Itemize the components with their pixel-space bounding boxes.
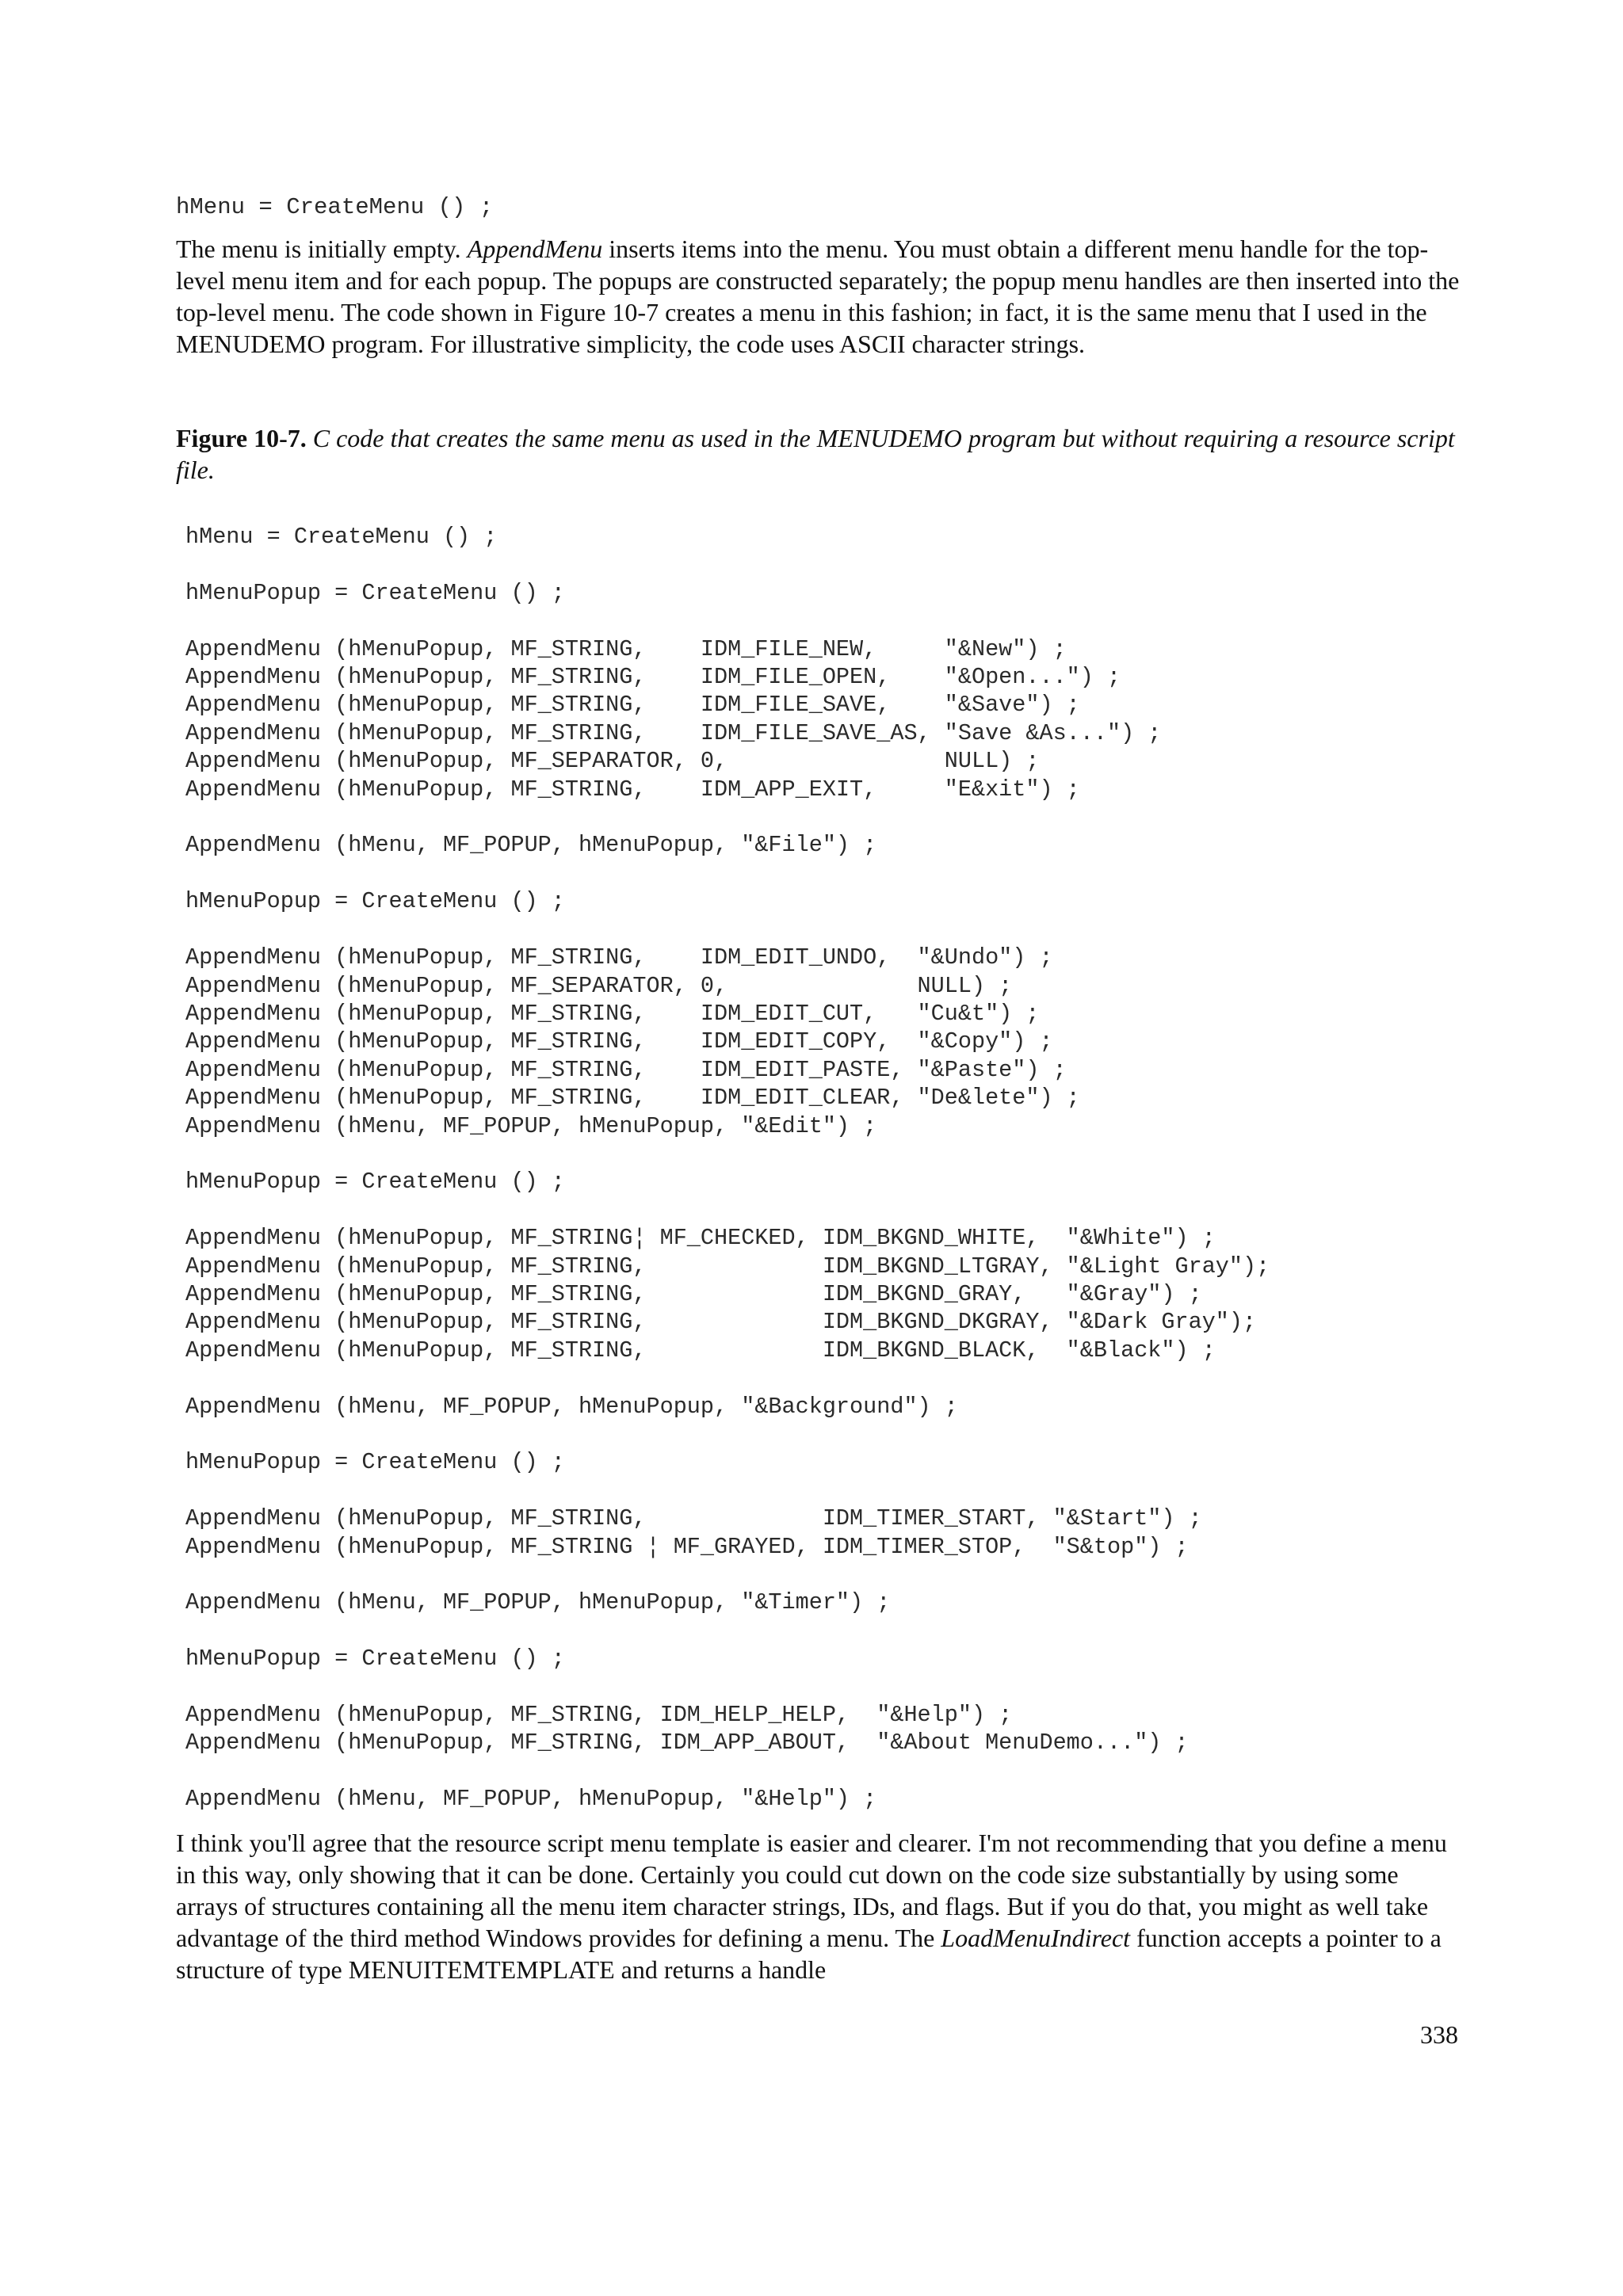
closing-paragraph (176, 1827, 1460, 1985)
figure-code-listing: hMenu = CreateMenu () ; hMenuPopup = CreateMenu () ; AppendMenu (hMenuPopup, MF_STRING, IDM_FILE_NEW, "&New") ; AppendMenu (hMenuPopup, MF_STRING, IDM_FILE_OPEN, "&Open...") ; AppendMenu (hMenuPopup, MF_STRING, IDM_FILE_SAVE, "&Save") ; AppendMenu (hMenuPopup, MF_STRING, IDM_FILE_SAVE_AS, "Save &As...") ; AppendMenu (hMenuPopup, MF_SEPARATOR, 0, NULL) ; AppendMenu (hMenuPopup, MF_STRING, IDM_APP_EXIT, "E&xit") ; AppendMenu (hMenu, MF_POPUP, hMenuPopup, "&File") ; hMenuPopup = CreateMenu () ; AppendMenu (hMenuPopup, MF_STRING, IDM_EDIT_UNDO, "&Undo") ; AppendMenu (hMenuPopup, MF_SEPARATOR, 0, NULL) ; AppendMenu (hMenuPopup, MF_STRING, IDM_EDIT_CUT, "Cu&t") ; AppendMenu (hMenuPopup, MF_STRING, IDM_EDIT_COPY, "&Copy") ; AppendMenu (hMenuPopup, MF_STRING, IDM_EDIT_PASTE, "&Paste") ; AppendMenu (hMenuPopup, MF_STRING, IDM_EDIT_CLEAR, "De&lete") ; AppendMenu (hMenu, MF_POPUP, hMenuPopup, "&Edit") ; hMenuPopup = CreateMenu () ; AppendMenu (hMenuPopup, MF_STRING¦ MF_CHECKED, IDM_BKGND_WHITE, "&White") ; AppendMenu (hMenuPopup, MF_STRING, IDM_BKGND_LTGRAY, "&Light Gray"); AppendMenu (hMenuPopup, MF_STRING, IDM_BKGND_GRAY, "&Gray") ; AppendMenu (hMenuPopup, MF_STRING, IDM_BKGND_DKGRAY, "&Dark Gray"); AppendMenu (hMenuPopup, MF_STRING, IDM_BKGND_BLACK, "&Black") ; AppendMenu (hMenu, MF_POPUP, hMenuPopup, "&Background") ; hMenuPopup = CreateMenu () ; AppendMenu (hMenuPopup, MF_STRING, IDM_TIMER_START, "&Start") ; AppendMenu (hMenuPopup, MF_STRING ¦ MF_GRAYED, IDM_TIMER_STOP, "S&top") ; AppendMenu (hMenu, MF_POPUP, hMenuPopup, "&Timer") ; hMenuPopup = CreateMenu () ; AppendMenu (hMenuPopup, MF_STRING, IDM_HELP_HELP, "&Help") ; AppendMenu (hMenuPopup, MF_STRING, IDM_APP_ABOUT, "&About MenuDemo...") ; AppendMenu (hMenu, MF_POPUP, hMenuPopup, "&Help") ; (185, 524, 1270, 1813)
figure-label: Figure 10-7. (176, 424, 307, 452)
intro-text-start: The menu is initially empty. (176, 235, 468, 263)
closing-text-end: function accepts a pointer to a structure of type MENUITEMTEMPLATE and returns a handle (176, 1924, 1442, 1984)
create-menu-code-line: hMenu = CreateMenu () ; (176, 194, 494, 220)
appendmenu-term: AppendMenu (467, 235, 603, 263)
closing-text-start: I think you'll agree that the resource script menu template is easier and clearer. I'm not recommending that you define a menu in this way, only showing that it can be done. Certainly you could cut down on the code size substantially by using some arrays of structures containing all the menu item character strings, IDs, and flags. But if you do that, you might as well take advantage of the third method Windows provides for defining a menu. The (176, 1829, 1447, 1952)
figure-caption-text: C code that creates the same menu as used in the MENUDEMO program but without requiring a resource script file. (176, 424, 1455, 484)
figure-caption (176, 422, 1460, 486)
loadmenuindirect-term: LoadMenuIndirect (941, 1924, 1131, 1952)
page-number: 338 (1420, 2020, 1458, 2049)
intro-text-end: inserts items into the menu. You must obtain a different menu handle for the top-level menu item and for each popup. The popups are constructed separately; the popup menu handles are then inserted into the top-level menu. The code shown in Figure 10-7 creates a menu in this fashion; in fact, it is the same menu that I used in the MENUDEMO program. For illustrative simplicity, the code uses ASCII character strings. (176, 235, 1460, 358)
intro-paragraph (176, 233, 1460, 360)
